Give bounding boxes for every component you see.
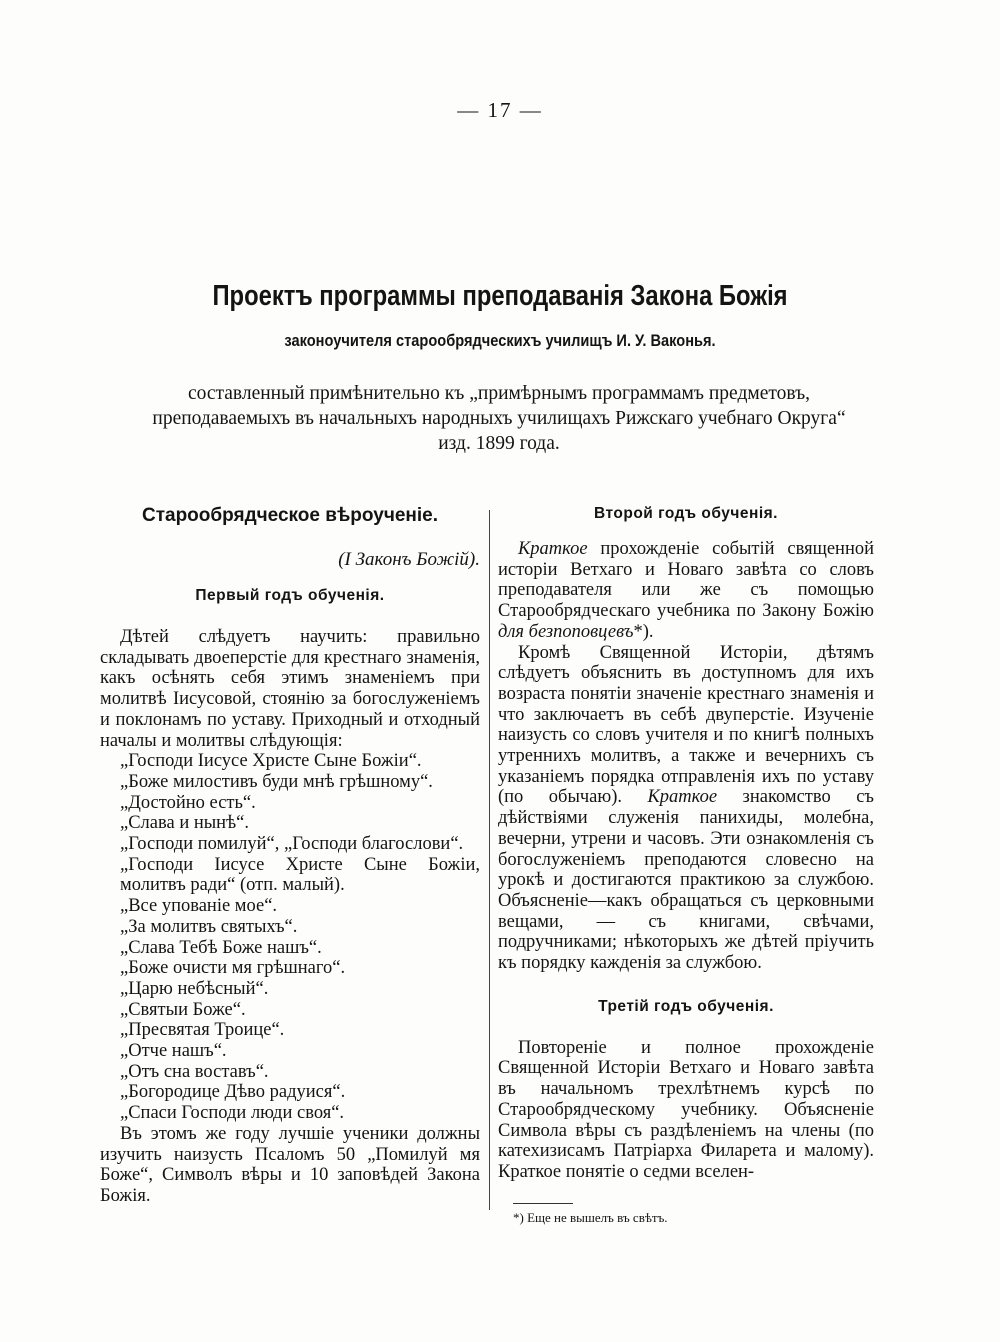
text: Кромѣ Священной Исторіи, дѣтямъ слѣдуетъ объяснить въ доступномъ для ихъ возраста понятіи значеніе крестнаго знаменія и что заключаетъ въ себѣ двуперстіе. Изученіе наизусть со словъ учителя и по книгѣ полныхъ утреннихъ молитвъ, а также и вечернихъ съ указаніемъ порядка отправленія ихъ по уставу (по обычаю). <box>498 642 874 808</box>
list-item: „Достойно есть“. <box>120 792 256 813</box>
year2-paragraph-1 <box>498 539 874 643</box>
emphasis: Краткое <box>518 539 588 559</box>
list-item: „За молитвъ святыхъ“. <box>120 916 298 937</box>
list-item: „Боже милостивъ буди мнѣ грѣшному“. <box>120 771 433 792</box>
list-item: „Все упованіе мое“. <box>120 896 278 917</box>
footnote-rule <box>513 1203 573 1204</box>
list-item: „Святыи Боже“. <box>120 999 246 1020</box>
year2-paragraph-2 <box>498 643 874 974</box>
text: знакомство съ дѣйствіями служенія панихиды, молебна, вечерни, утрени и часовъ. Эти ознакомленія съ богослуженіемъ преподаются словесно на урокѣ и достигаются практикою за службою. Объясненіе—какъ обращаться съ церковными вещами, — съ книгами, свѣчами, подручниками; нѣкоторыхъ же дѣтей пріучить къ порядку кажденія за службою. <box>498 787 874 974</box>
year3-paragraph: Повтореніе и полное прохожденіе Священной Исторіи Ветхаго и Новаго завѣта въ начальномъ трехлѣтнемъ курсѣ по Старообрядческому учебнику. Объясненіе Символа вѣры съ раздѣленіемъ на члены (по катехизисамъ Патріарха Филарета и малому). Краткое понятіе о седми вселен- <box>498 1037 874 1182</box>
page-subtitle: законоучителя старообрядческихъ училищъ И. У. Ваконья. <box>284 331 716 350</box>
list-item: „Боже очисти мя грѣшнаго“. <box>120 958 346 979</box>
left-column <box>100 505 480 1207</box>
intro-paragraph: составленный примѣнительно къ „примѣрнымъ программамъ предметовъ, преподаваемыхъ въ начальныхъ народныхъ училищахъ Рижскаго учебнаго Округа“ изд. 1899 года. <box>152 383 846 454</box>
list-item: „Спаси Господи люди своя“. <box>120 1103 345 1124</box>
section-heading: Старообрядческое вѣроученіе. <box>141 505 439 526</box>
year1-outro: Въ этомъ же году лучшіе ученики должны изучить наизусть Псаломъ 50 „Помилуй мя Боже“, Символъ вѣры и 10 заповѣдей Закона Божія. <box>100 1123 480 1206</box>
list-item: „Отъ сна воставъ“. <box>120 1061 269 1082</box>
list-item: „Царю небѣсный“. <box>120 978 269 999</box>
list-item: „Господи Іисусе Христе Сыне Божіи“. <box>120 751 422 772</box>
list-item: „Отче нашъ“. <box>120 1041 227 1062</box>
list-item: „Пресвятая Троице“. <box>120 1020 285 1041</box>
section-note: (I Законъ Божій). <box>338 549 480 570</box>
list-item: „Слава Тебѣ Боже нашъ“. <box>120 937 322 958</box>
year3-heading: Третій годъ обученія. <box>598 997 774 1015</box>
year2-heading: Второй годъ обученія. <box>594 505 778 522</box>
prayer-list <box>100 751 480 1124</box>
page-number: — 17 — <box>457 98 543 122</box>
right-column <box>498 505 874 1226</box>
column-divider <box>489 510 490 1210</box>
list-item: „Господи Іисусе Христе Сыне Божіи, молитвъ ради“ (отп. малый). <box>120 854 480 896</box>
footnote-ref: *). <box>633 621 654 642</box>
footnote: *) Еще не вышелъ въ свѣтъ. <box>513 1209 668 1225</box>
year1-intro: Дѣтей слѣдуетъ научить: правильно складывать двоеперстіе для крестнаго знаменія, какъ осѣнять себя этимъ знаменіемъ при молитвѣ Іисусовой, стоянію за богослуженіемъ и поклонамъ по уставу. Приходный и отходный началы и молитвы слѣдующія: <box>100 627 480 751</box>
emphasis: Краткое <box>647 787 718 808</box>
list-item: „Слава и нынѣ“. <box>120 813 249 834</box>
year1-heading: Первый годъ обученія. <box>195 587 385 604</box>
list-item: „Богородице Дѣво радуися“. <box>120 1082 346 1103</box>
text: прохожденіе событій священной исторіи Ветхаго и Новаго завѣта со словъ преподавателя или же съ помощью Старообрядческаго учебника по Закону Божію <box>498 539 874 622</box>
list-item: „Господи помилуй“, „Господи благослови“. <box>120 834 464 855</box>
page-title: Проектъ программы преподаванія Закона Божія <box>212 280 788 312</box>
emphasis: для безпоповцевъ <box>498 621 634 642</box>
